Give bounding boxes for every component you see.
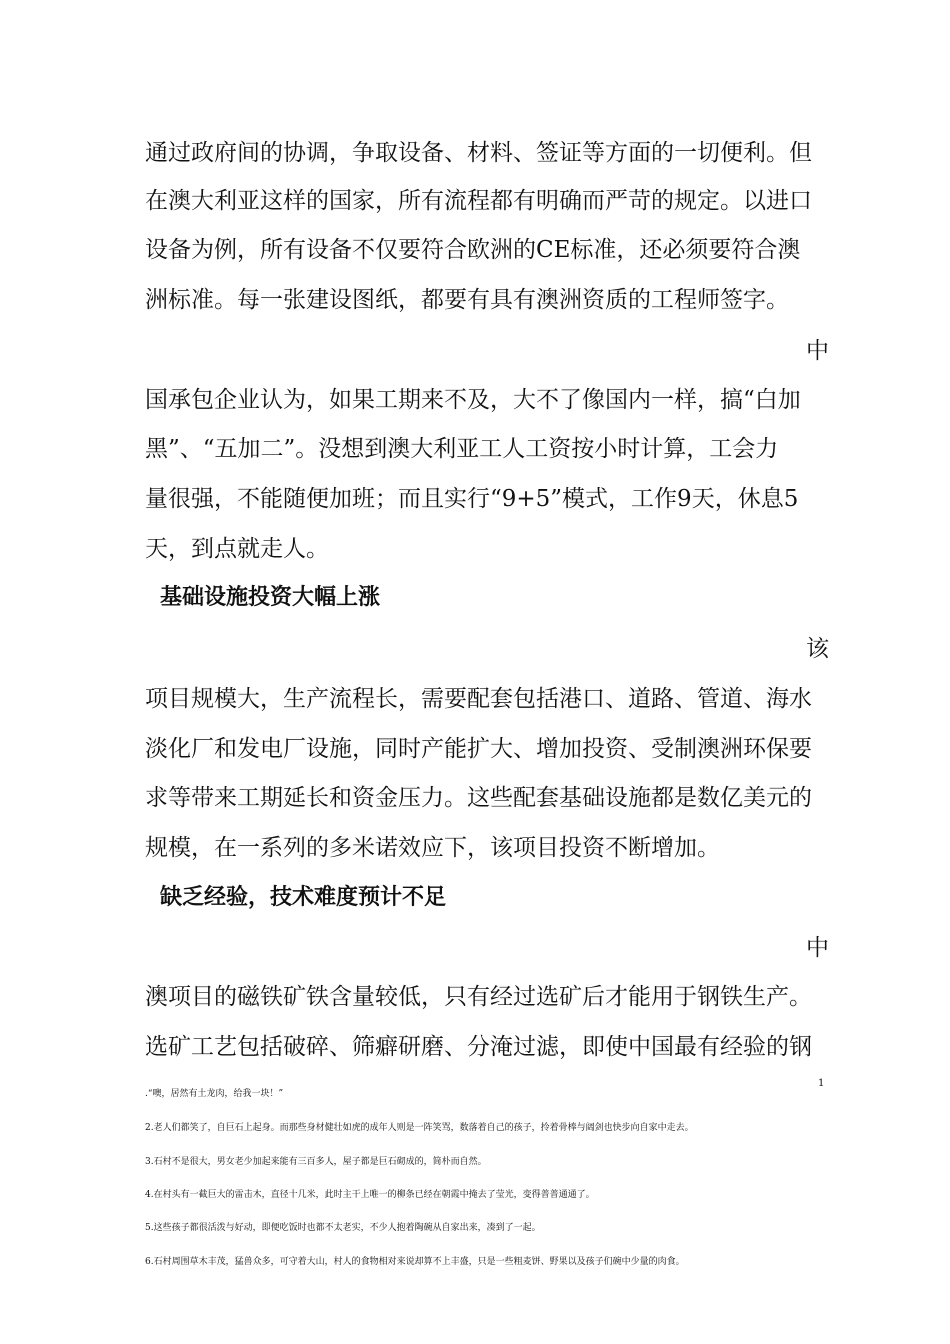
paragraph-line: 选矿工艺包括破碎、筛癖研磨、分淹过滤，即使中国最有经验的钢 <box>145 1034 812 1060</box>
paragraph-line: 国承包企业认为，如果工期来不及，大不了像国内一样，搞“白加 <box>145 387 801 413</box>
paragraph-lead-char: 中 <box>806 935 829 961</box>
paragraph-line: 洲标准。每一张建设图纸，都要有具有澳洲资质的工程师签字。 <box>145 287 789 313</box>
paragraph-line: 量很强，不能随便加班；而且实行“9+5”模式，工作9天，休息5 <box>145 486 799 512</box>
paragraph-line: 澳项目的磁铁矿铁含量较低，只有经过选矿后才能用于钢铁生产。 <box>145 984 812 1010</box>
footnote: .“噢，居然有土龙肉，给我一块！” <box>145 1089 284 1099</box>
paragraph-line: 项目规模大，生产流程长，需要配套包括港口、道路、管道、海水 <box>145 686 812 712</box>
paragraph-line: 在澳大利亚这样的国家，所有流程都有明确而严苛的规定。以进口 <box>145 188 812 214</box>
paragraph-line: 求等带来工期延长和资金压力。这些配套基础设施都是数亿美元的 <box>145 785 812 811</box>
paragraph-lead-char: 中 <box>806 338 829 364</box>
paragraph-line: 淡化厂和发电厂设施，同时产能扩大、增加投资、受制澳洲环保要 <box>145 736 812 762</box>
footnote: 5.这些孩子都很活泼与好动，即便吃饭时也都不太老实，不少人抱着陶碗从自家出来，凑到了一起。 <box>145 1223 541 1233</box>
page-number: 1 <box>818 1078 825 1089</box>
footnote: 3.石村不是很大，男女老少加起来能有三百多人，屋子都是巨石砌成的，简朴而自然。 <box>145 1157 487 1167</box>
section-heading: 缺乏经验，技术难度预计不足 <box>160 885 447 910</box>
footnote: 4.在村头有一截巨大的雷击木，直径十几米，此时主干上唯一的柳条已经在朝霞中掩去了莹光，变得普普通通了。 <box>145 1190 595 1200</box>
paragraph-line: 设备为例，所有设备不仅要符合欧洲的CE标准，还必须要符合澳 <box>145 237 801 263</box>
paragraph-line: 通过政府间的协调，争取设备、材料、签证等方面的一切便利。但 <box>145 140 812 166</box>
paragraph-line: 天，到点就走人。 <box>145 536 329 562</box>
paragraph-line: 规模，在一系列的多米诺效应下，该项目投资不断增加。 <box>145 835 720 861</box>
section-heading: 基础设施投资大幅上涨 <box>160 585 381 610</box>
footnote: 6.石村周围草木丰茂，猛兽众多，可守着大山，村人的食物相对来说却算不上丰盛，只是一些粗麦饼、野果以及孩子们碗中少量的肉食。 <box>145 1257 685 1267</box>
paragraph-lead-char: 该 <box>806 636 829 662</box>
footnote: 2.老人们都笑了，自巨石上起身。而那些身材健壮如虎的成年人则是一阵笑骂，数落着自己的孩子，拎着骨棒与阔剑也快步向自家中走去。 <box>145 1123 694 1133</box>
paragraph-line: 黑”、“五加二”。没想到澳大利亚工人工资按小时计算，工会力 <box>145 436 779 462</box>
